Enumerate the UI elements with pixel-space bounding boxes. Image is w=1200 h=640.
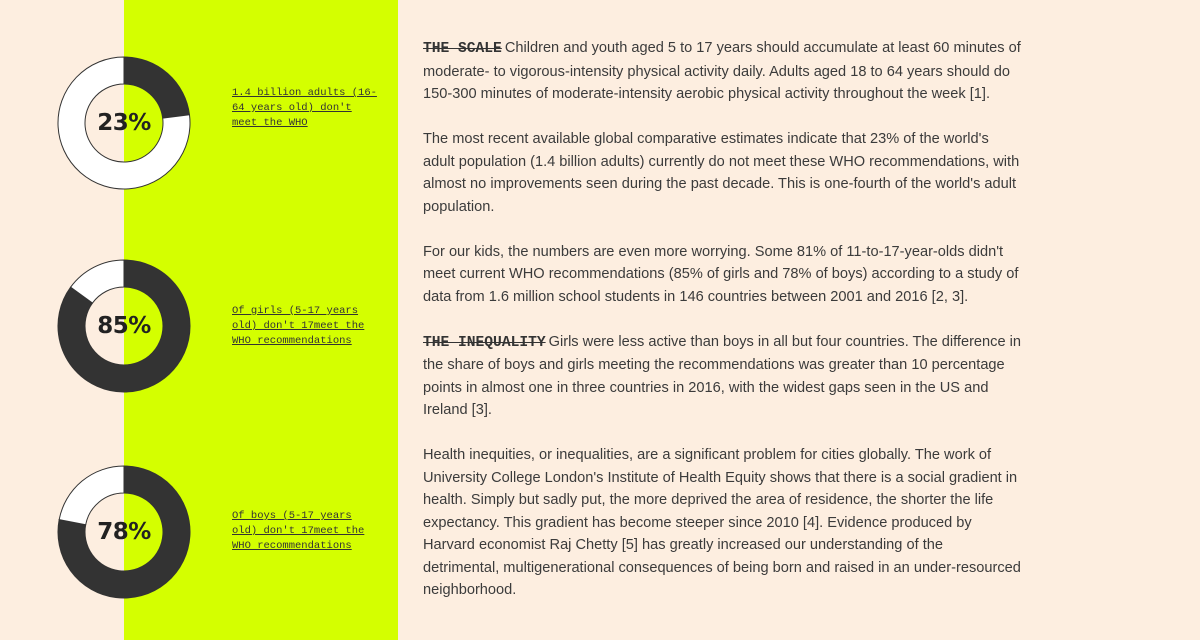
paragraph-estimates: The most recent available global comparative estimates indicate that 23% of the world's adult population (1.4 billion adults) currently do not meet these WHO recommendations, with almost no improvements seen during the past decade. This is one-fourth of the world's adult population. <box>423 131 1020 215</box>
donut-center-label: 78% <box>97 519 151 545</box>
donut-center-label: 85% <box>97 313 151 339</box>
section-heading-inequality: THE INEQUALITY <box>423 334 546 351</box>
donut-chart-girls <box>58 260 190 392</box>
article-body <box>423 37 1023 624</box>
donut-center-label: 23% <box>97 110 151 136</box>
paragraph-inequality <box>423 331 1023 422</box>
paragraph-health-inequities: Health inequities, or inequalities, are a significant problem for cities globally. The work of University College London's Institute of Health Equity shows that there is a social gradient in health. Simply but sadly put, the more deprived the area of residence, the shorter the life expectancy. This gradient has become steeper since 2010 [4]. Evidence produced by Harvard economist Raj Chetty [5] has greatly increased our understanding of the detrimental, multigenerational consequences of being born and raised in an under-resourced neighborhood. <box>423 447 1021 598</box>
donut-chart-adults <box>58 57 190 189</box>
section-heading-scale: THE SCALE <box>423 41 502 57</box>
paragraph-scale <box>423 37 1023 106</box>
donut-chart-boys <box>58 466 190 598</box>
donut-caption-adults: 1.4 billion adults (16-64 years old) don't meet the WHO <box>232 87 377 129</box>
paragraph-text: Children and youth aged 5 to 17 years should accumulate at least 60 minutes of moderate- to vigorous-intensity physical activity daily. Adults aged 18 to 64 years should do 150-300 minutes of moderate-intensity aerobic physical activity throughout the week [1]. <box>423 40 1021 102</box>
paragraph-kids: For our kids, the numbers are even more worrying. Some 81% of 11-to-17-year-olds didn't meet current WHO recommendations (85% of girls and 78% of boys) according to a study of data from 1.6 million school students in 146 countries between 2001 and 2016 [2, 3]. <box>423 243 1019 305</box>
donut-caption-girls: Of girls (5-17 years old) don't 17meet the WHO recommendations <box>232 305 365 347</box>
paragraph-text: Girls were less active than boys in all but four countries. The difference in the share of boys and girls meeting the recommendations was greater than 10 percentage points in almost one in three countries in 2016, with the widest gaps seen in the US and Ireland [3]. <box>423 333 1021 418</box>
donut-caption-boys: Of boys (5-17 years old) don't 17meet the WHO recommendations <box>232 510 365 552</box>
